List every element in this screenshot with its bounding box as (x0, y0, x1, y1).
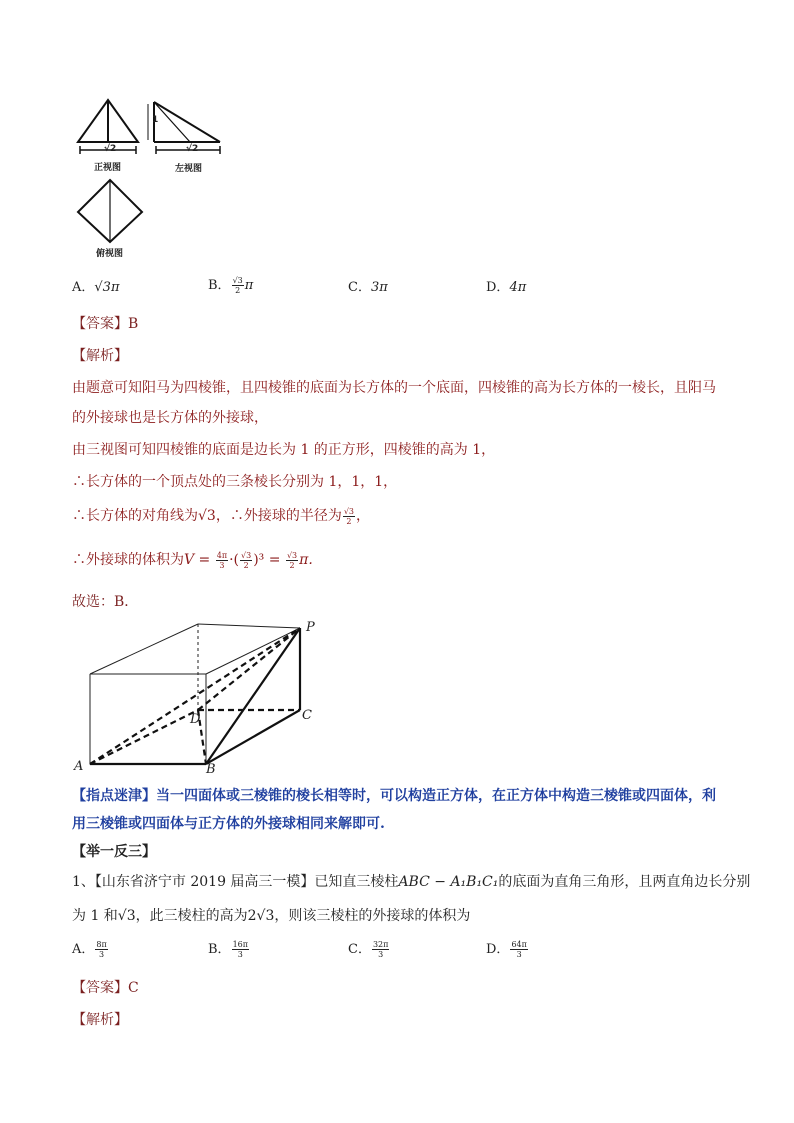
q2-option-a: A． $\frac{8\pi}{3}$ (72, 940, 107, 959)
q2-answer: 【答案】C (72, 980, 139, 996)
tip-line-1: 【指点迷津】当一四面体或三棱锥的棱长相等时，可以构造正方体，在正方体中构造三棱锥或四面体，利 (72, 788, 716, 804)
q2-option-c: C． $\frac{32\pi}{3}$ (348, 940, 389, 959)
q1-analysis-line-1: 由题意可知阳马为四棱锥，且四棱锥的底面为长方体的一个底面，四棱锥的高为长方体的一棱长，且阳马 (72, 380, 716, 396)
q1-choose: 故选：B． (72, 594, 139, 610)
q2-option-b: B． $\frac{16\pi}{3}$ (208, 940, 248, 959)
side-view-drawing (148, 102, 220, 154)
box-label-c: C (302, 708, 312, 723)
q1-answer: 【答案】B (72, 316, 139, 332)
box-diagram (70, 612, 330, 778)
q1-option-c: C．3π (348, 280, 388, 295)
q1-option-a: A．√3π (72, 280, 120, 295)
q1-analysis-line-3: 由三视图可知四棱锥的底面是边长为 1 的正方形，四棱锥的高为 1， (72, 442, 496, 458)
q2-analysis-heading: 【解析】 (72, 1012, 128, 1028)
box-label-b: B (206, 762, 216, 777)
q1-option-b: B． $\frac{√3}{2}$ π (208, 276, 254, 295)
q1-option-d: D．4π (486, 280, 527, 295)
side-view-sqrt2: √2 (186, 144, 199, 154)
q1-analysis-line-6: ∴外接球的体积为V = $\frac{4\pi}{3}$ ·( $\frac{√3}{2}$ )³ = $\frac{√3}{2}$ π. (72, 550, 313, 570)
three-view-figure (70, 92, 230, 262)
tip-line-2: 用三棱锥或四面体与正方体的外接球相同来解即可. (72, 816, 385, 832)
box-label-d: D (190, 712, 201, 727)
front-view-sqrt2: √2 (104, 144, 117, 154)
box-label-a: A (74, 759, 84, 774)
q2-stem-line-2: 为 1 和√3，此三棱柱的高为2√3，则该三棱柱的外接球的体积为 (72, 908, 471, 924)
q1-analysis-line-2: 的外接球也是长方体的外接球， (72, 410, 268, 426)
q1-analysis-line-4: ∴长方体的一个顶点处的三条棱长分别为 1，1，1， (72, 474, 398, 490)
q1-analysis-line-5: ∴长方体的对角线为√3，∴外接球的半径为 $\frac{√3}{2}$ ， (72, 506, 371, 526)
top-view-label: 俯视图 (96, 249, 124, 259)
q2-stem-line-1: 1、【山东省济宁市 2019 届高三一模】已知直三棱柱ABC − A₁B₁C₁的底面为直角三角形，且两直角边长分别 (72, 874, 751, 890)
side-view-label: 左视图 (175, 164, 203, 174)
top-view-drawing (78, 180, 142, 242)
q1-analysis-heading: 【解析】 (72, 348, 128, 364)
q2-option-d: D． $\frac{64\pi}{3}$ (486, 940, 527, 959)
box-label-p: P (306, 620, 315, 635)
practice-heading: 【举一反三】 (72, 844, 156, 860)
side-view-height: 1 (152, 115, 159, 125)
front-view-label: 正视图 (94, 163, 122, 173)
